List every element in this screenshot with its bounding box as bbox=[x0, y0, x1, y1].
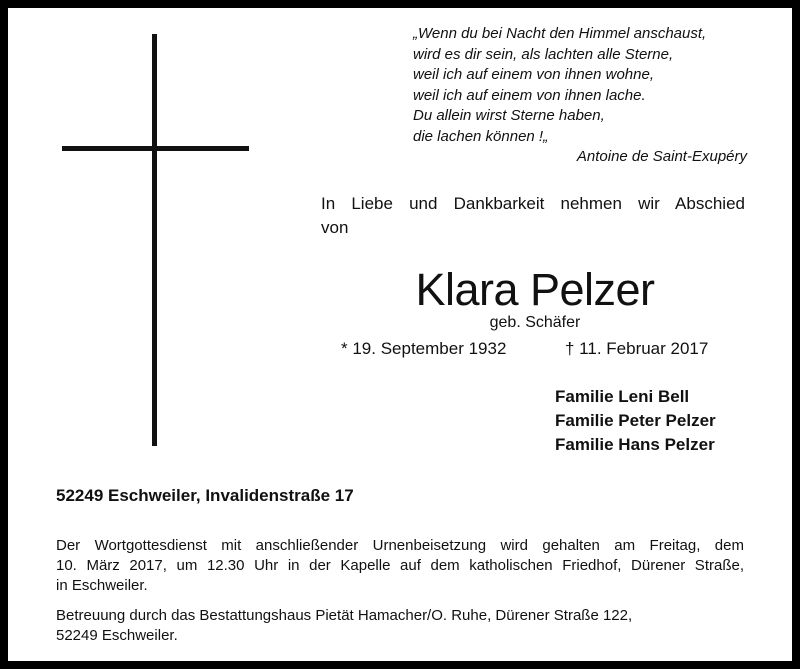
undertaker-line: Betreuung durch das Bestattungshaus Pietät Hamacher/O. Ruhe, Dürener Straße 122, bbox=[56, 607, 633, 624]
quote-line: wird es dir sein, als lachten alle Sterne, bbox=[413, 45, 674, 63]
service-line: in Eschweiler. bbox=[56, 577, 148, 594]
mourning-families bbox=[555, 385, 716, 457]
intro-line: von bbox=[321, 218, 349, 237]
undertaker-line: 52249 Eschweiler. bbox=[56, 627, 178, 644]
mourning-address: 52249 Eschweiler, Invalidenstraße 17 bbox=[56, 486, 354, 505]
quote-author: Antoine de Saint-Exupéry bbox=[576, 148, 747, 165]
quote-line: weil ich auf einem von ihnen wohne, bbox=[413, 66, 654, 83]
cross-vertical-bar bbox=[152, 34, 157, 446]
family-name: Familie Leni Bell bbox=[555, 387, 690, 406]
intro-line: In Liebe und Dankbarkeit nehmen wir Abschied bbox=[321, 194, 745, 213]
farewell-intro bbox=[321, 192, 745, 240]
service-line: Der Wortgottesdienst mit anschließender Urnenbeisetzung wird gehalten am Freitag, dem bbox=[56, 537, 744, 554]
maiden-name: geb. Schäfer bbox=[489, 314, 581, 331]
obituary-notice bbox=[8, 8, 792, 661]
funeral-service-info bbox=[56, 536, 744, 596]
cross-horizontal-bar bbox=[62, 146, 249, 151]
family-name: Familie Peter Pelzer bbox=[555, 411, 716, 430]
family-name: Familie Hans Pelzer bbox=[555, 435, 715, 454]
service-line: 10. März 2017, um 12.30 Uhr in der Kapelle auf dem katholischen Friedhof, Dürener Straße, bbox=[56, 557, 744, 574]
quote-line: die lachen können !„ bbox=[413, 127, 549, 145]
quote-line: Du allein wirst Sterne haben, bbox=[413, 107, 605, 124]
undertaker-info bbox=[56, 606, 744, 646]
quote-block bbox=[413, 24, 747, 168]
quote-line: weil ich auf einem von ihnen lache. bbox=[413, 86, 646, 104]
death-date: † 11. Februar 2017 bbox=[565, 339, 709, 358]
deceased-name: Klara Pelzer bbox=[415, 264, 655, 315]
quote-line: „Wenn du bei Nacht den Himmel anschaust, bbox=[413, 25, 707, 42]
birth-date: * 19. September 1932 bbox=[341, 339, 507, 358]
